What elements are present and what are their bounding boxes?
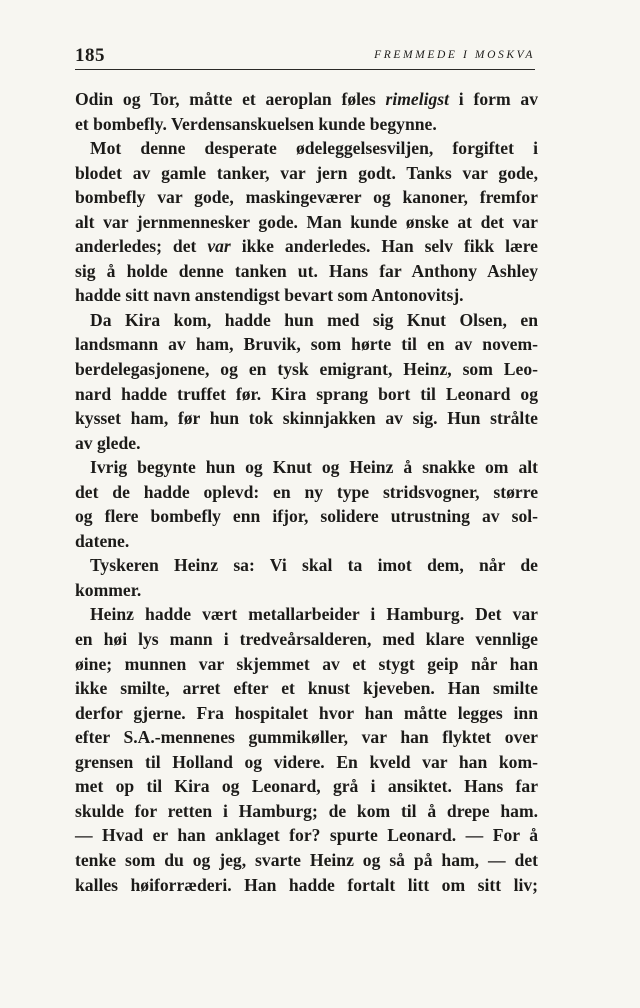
text-line bbox=[75, 750, 538, 775]
text-line bbox=[75, 823, 538, 848]
line-text: tenke som du og jeg, svarte Heinz og så på ham, — det bbox=[75, 849, 538, 870]
text-line bbox=[75, 308, 538, 333]
line-text: grensen til Holland og videre. En kveld var han kom- bbox=[75, 751, 538, 772]
text-line bbox=[75, 136, 538, 161]
line-text: Heinz hadde vært metallarbeider i Hamburg. Det var bbox=[90, 604, 538, 625]
line-text: derfor gjerne. Fra hospitalet hvor han måtte legges inn bbox=[75, 702, 538, 723]
line-text: øine; munnen var skjemmet av et stygt geip når han bbox=[75, 653, 538, 674]
line-text: skulde for retten i Hamburg; de kom til å drepe ham. bbox=[75, 800, 538, 821]
emphasis-text: rimeligst bbox=[385, 89, 450, 109]
text-line bbox=[75, 480, 538, 505]
text-line bbox=[75, 161, 538, 186]
line-text: anderledes; det bbox=[75, 236, 208, 257]
line-text: en høi lys mann i tredveårsalderen, med klare vennlige bbox=[75, 629, 538, 650]
text-line bbox=[75, 799, 538, 824]
text-line bbox=[75, 259, 538, 284]
page-number: 185 bbox=[75, 45, 105, 66]
line-text: Da Kira kom, hadde hun med sig Knut Olsen, en bbox=[90, 309, 538, 330]
text-line bbox=[75, 431, 538, 456]
line-text: sig å holde denne tanken ut. Hans far Anthony Ashley bbox=[75, 260, 538, 281]
text-line bbox=[75, 578, 538, 603]
text-line bbox=[75, 357, 538, 382]
text-line bbox=[75, 602, 538, 627]
line-text: kommer. bbox=[75, 579, 142, 600]
text-line bbox=[75, 185, 538, 210]
line-text: landsmann av ham, Bruvik, som hørte til en av novem- bbox=[75, 334, 538, 355]
line-text: efter S.A.-mennenes gummikøller, var han flyktet over bbox=[75, 727, 538, 748]
text-line bbox=[75, 112, 538, 137]
text-line bbox=[75, 676, 538, 701]
text-line bbox=[75, 873, 538, 898]
body-text bbox=[75, 87, 538, 897]
line-text: av glede. bbox=[75, 432, 141, 453]
text-line bbox=[75, 504, 538, 529]
text-line bbox=[75, 332, 538, 357]
line-text: det de hadde oplevd: en ny type stridsvogner, større bbox=[75, 481, 538, 502]
text-line bbox=[75, 406, 538, 431]
text-line bbox=[75, 210, 538, 235]
text-line bbox=[75, 455, 538, 480]
line-text: berdelegasjonene, og en tysk emigrant, Heinz, som Leo- bbox=[75, 359, 538, 380]
line-text: blodet av gamle tanker, var jern godt. Tanks var gode, bbox=[75, 162, 538, 183]
line-text: Ivrig begynte hun og Knut og Heinz å snakke om alt bbox=[90, 457, 538, 478]
text-line bbox=[75, 701, 538, 726]
line-text: bombefly var gode, maskingeværer og kanoner, fremfor bbox=[75, 187, 538, 208]
text-line bbox=[75, 283, 538, 308]
text-line bbox=[75, 87, 538, 112]
line-text: kysset ham, før hun tok skinnjakken av sig. Hun strålte bbox=[75, 408, 538, 429]
text-line bbox=[75, 774, 538, 799]
line-text: hadde sitt navn anstendigst bevart som Antonovitsj. bbox=[75, 285, 464, 306]
line-text: Mot denne desperate ødeleggelsesviljen, forgiftet i bbox=[90, 138, 538, 159]
text-line bbox=[75, 553, 538, 578]
text-line bbox=[75, 725, 538, 750]
line-text: — Hvad er han anklaget for? spurte Leonard. — For å bbox=[75, 825, 538, 846]
line-text: kalles høiforræderi. Han hadde fortalt litt om sitt liv; bbox=[75, 874, 538, 895]
text-line bbox=[75, 848, 538, 873]
line-text: nard hadde truffet før. Kira sprang bort til Leonard og bbox=[75, 383, 538, 404]
text-line bbox=[75, 652, 538, 677]
running-title: FREMMEDE I MOSKVA bbox=[374, 49, 535, 61]
line-text: og flere bombefly enn ifjor, solidere utrustning av sol- bbox=[75, 506, 538, 527]
emphasis-text: var bbox=[207, 236, 231, 257]
text-line bbox=[75, 382, 538, 407]
text-line bbox=[75, 627, 538, 652]
line-text: Tyskeren Heinz sa: Vi skal ta imot dem, når de bbox=[90, 555, 538, 576]
page-header bbox=[75, 43, 535, 70]
line-text: i form av bbox=[449, 89, 538, 109]
line-text: Odin og Tor, måtte et aeroplan føles bbox=[75, 89, 386, 109]
line-text: datene. bbox=[75, 530, 130, 551]
line-text: met op til Kira og Leonard, grå i ansiktet. Hans far bbox=[75, 776, 538, 797]
line-text: ikke anderledes. Han selv fikk lære bbox=[230, 236, 538, 257]
text-line bbox=[75, 234, 538, 259]
line-text: ikke smilte, arret efter et knust kjeveben. Han smilte bbox=[75, 678, 538, 699]
text-line bbox=[75, 529, 538, 554]
line-text: et bombefly. Verdensanskuelsen kunde begynne. bbox=[75, 113, 437, 134]
line-text: alt var jernmennesker gode. Man kunde ønske at det var bbox=[75, 211, 538, 232]
